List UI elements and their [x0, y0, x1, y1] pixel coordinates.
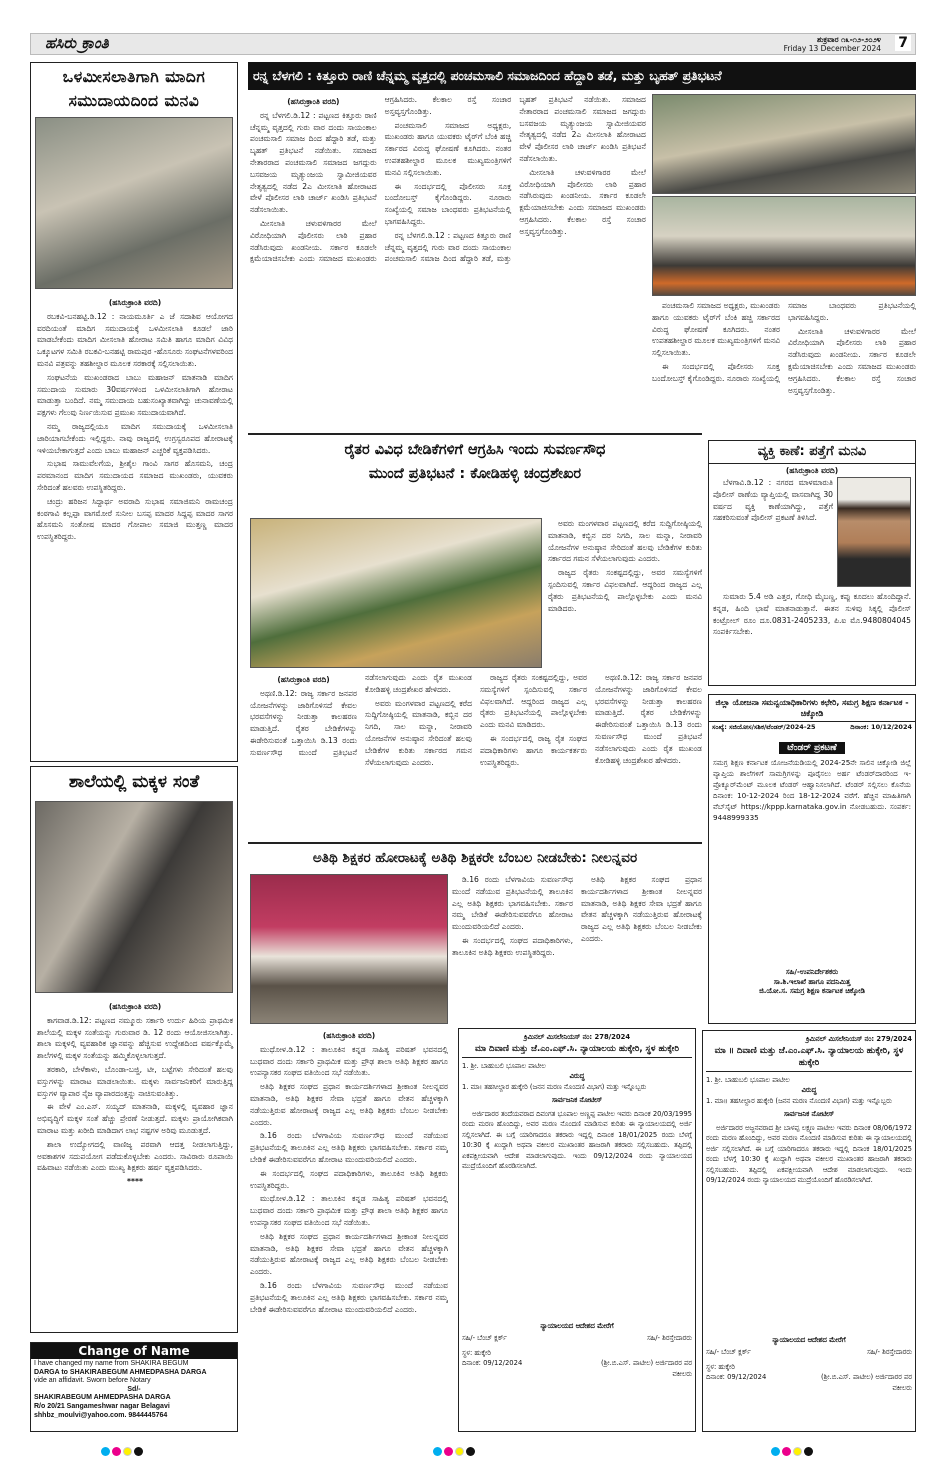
cyan-dot	[101, 1447, 110, 1456]
paragraph: ಸುಭಾಷ ಸಾಮುವೆಲಗೆಯ, ಶ್ರೀಶೈಲ ಗಾಂವಿ ಸಾಗರ ಹೊಸಮನಿ, ಚಂದ್ರ ಪರಮಾನಂದ ಮಾದಿಗ ಸಮುದಾಯದ ಸಮಾಜದ ಮುಖಂಡರು, ಯುವಕರು ಸೇರಿದಂತೆ ಹಲವರು ಉಪಸ್ಥಿತರಿದ್ದರು.	[37, 459, 233, 492]
advocate: (ಶ್ರೀ.ಬಿ.ಎಸ್. ಪಾಟೀಲ) ಅರ್ಜಿದಾರರ ಪರ ವಕೀಲರು	[820, 1373, 912, 1392]
paragraph: ಅತಿಥಿ ಶಿಕ್ಷಕರ ಸಂಘದ ಪ್ರಧಾನ ಕಾರ್ಯದರ್ಶಿಗಳಾದ ಶ್ರೀಕಾಂತ ನೀಲನ್ನವರ ಮಾತನಾಡಿ, ಅತಿಥಿ ಶಿಕ್ಷಕರ ಸೇವಾ ಭದ್ರತೆ ಹಾಗೂ ವೇತನ ಹೆಚ್ಚಳಕ್ಕಾಗಿ ನಡೆಯುತ್ತಿರುವ ಹೋರಾಟಕ್ಕೆ ರಾಜ್ಯದ ಎಲ್ಲ ಅತಿಥಿ ಶಿಕ್ಷಕರು ಬೆಂಬಲ ನೀಡಬೇಕು ಎಂದರು.	[250, 1082, 448, 1127]
notice-body: ಅರ್ಜಿದಾರರ ಅಜ್ಜನವರಾದ ಶ್ರೀ ಬಾಳಪ್ಪ ಲಕ್ಷ್ಮಣ ಪಾಟೀಲ ಇವರು ದಿನಾಂಕ 08/06/1972 ರಂದು ಮರಣ ಹೊಂದಿದ್ದು, ಅವರ ಮರಣ ನೊಂದಣಿ ಮಾಡಿಸುವ ಕುರಿತು ಈ ನ್ಯಾಯಾಲಯದಲ್ಲಿ ಅರ್ಜಿ ಸಲ್ಲಿಸಲಾಗಿದೆ. ಈ ಬಗ್ಗೆ ಯಾರಿಗಾದರೂ ತಕರಾರು ಇದ್ದಲ್ಲಿ ದಿನಾಂಕ 18/01/2025 ರಂದು ಬೆಳಗ್ಗೆ 10:30 ಕ್ಕೆ ಖುದ್ದಾಗಿ ಅಥವಾ ವಕೀಲರ ಮುಖಾಂತರ ಹಾಜರಾಗಿ ತಕರಾರು ಸಲ್ಲಿಸಬಹುದು. ತಪ್ಪಿದಲ್ಲಿ ಏಕಪಕ್ಷೀಯವಾಗಿ ಆದೇಶ ಮಾಡಲಾಗುವುದು. ಇಂದು 09/12/2024 ರಂದು ನ್ಯಾಯಾಲಯದ ಮುದ್ರೆಯೊಂದಿಗೆ ಹೊರಡಿಸಲಾಗಿದೆ.	[706, 1123, 912, 1184]
left-story2-photo	[35, 801, 233, 993]
sign-right: ಸಹಿ/- ಶಿರಸ್ತೇದಾರರು	[866, 1348, 912, 1356]
paragraph: ಶಾಲಾ ಉದ್ಯೋಗದಲ್ಲಿ ವಾಣಿಜ್ಯ ಪರವಾಗಿ ಆದತ್ತ ನೀಡಲಾಗುತ್ತಿದ್ದು, ಅವಕಾಶಗಳ ಸದುಪಯೋಗ ಪಡೆದುಕೊಳ್ಳಬೇಕು ಎಂದರು. ಸಾವಿರಾರು ರೂಪಾಯಿ ವಹಿವಾಟು ನಡೆಯಿತು ಎಂದು ಮುಖ್ಯ ಶಿಕ್ಷಕರು ಹರ್ಷ ವ್ಯಕ್ತಪಡಿಸಿದರು.	[37, 1139, 233, 1173]
sign-line: ಸಾ.ಶಿ.ಇಲಾಖೆ ಹಾಗೂ ಪದನಿಮಿತ್ತ	[773, 977, 851, 986]
missing-headline: ವ್ಯಕ್ತಿ ಕಾಣೆ: ಪತ್ತೆಗೆ ಮನವಿ	[709, 441, 915, 464]
paragraph: ರನ್ನ ಬೆಳಗಲಿ.ಡಿ.12 : ಪಟ್ಟಣದ ಕಿತ್ತೂರು ರಾಣಿ ಚೆನ್ನಮ್ಮ ವೃತ್ತದಲ್ಲಿ ಗುರು ವಾರ ದಂದು ಸಾಯಂಕಾಲ ಪಂಚಮಸಾಲಿ ಸಮಾಜ ದಿಂದ ಹೆದ್ದಾರಿ ತಡೆ, ಮತ್ತು ಬೃಹತ್ ಪ್ರತಿಭಟನೆ ನಡೆಯಿತು. ಸಮಾಜದ ನೇತಾರರಾದ ಪಂಚಮಸಾಲಿ ಸಮಾಜದ ಜಗದ್ಗುರು ಬಸವಜಯ ಮೃತ್ಯುಂಜಯ ಸ್ವಾಮೀಜಿಯವರ ನೇತೃತ್ವದಲ್ಲಿ ನಡೆದ 2ಎ ಮೀಸಲಾತಿ ಹೋರಾಟದ ವೇಳೆ ಪೊಲೀಸರ ಲಾಠಿ ಚಾರ್ಜ್ ಖಂಡಿಸಿ ಪ್ರತಿಭಟನೆ ನಡೆಸಲಾಯಿತು.	[250, 110, 377, 215]
byline: (ಹಸಿರುಕ್ರಾಂತಿ ವರದಿ)	[108, 1002, 162, 1011]
byline: (ಹಸಿರುಕ್ರಾಂತಿ ವರದಿ)	[322, 1031, 376, 1040]
guest-teacher-photo	[250, 874, 448, 1024]
left-story-box	[30, 62, 238, 762]
guest-teacher-body	[250, 1028, 448, 1432]
paragraph: ಈ ಸಂದರ್ಭದಲ್ಲಿ ಪೊಲೀಸರು ಸೂಕ್ತ ಬಂದೋಬಸ್ತ್ ಕೈಗೊಂಡಿದ್ದರು. ನೂರಾರು ಸಂಖ್ಯೆಯಲ್ಲಿ ಸಮಾಜ ಬಾಂಧವರು ಪ್ರತಿಭಟನೆಯಲ್ಲಿ ಭಾಗವಹಿಸಿದ್ದರು.	[384, 181, 512, 226]
byline: (ಹಸಿರುಕ್ರಾಂತಿ ವರದಿ)	[108, 298, 162, 307]
line: SHAKIRABEGUM AHMEDPASHA DARGA	[34, 1394, 171, 1402]
legal-notice-1	[458, 1028, 696, 1432]
tender-title: ಟೆಂಡರ್ ಪ್ರಕಟಣೆ	[779, 742, 844, 754]
paragraph: ಅಥಣಿ.ಡಿ.12: ರಾಜ್ಯ ಸರ್ಕಾರ ಜನಪರ ಯೋಜನೆಗಳನ್ನು ಜಾರಿಗೊಳಿಸದೆ ಕೇವಲ ಭರವಸೆಗಳನ್ನು ನೀಡುತ್ತಾ ಕಾಲಹರಣ ಮಾಡುತ್ತಿದೆ. ರೈತರ ಬೇಡಿಕೆಗಳನ್ನು ಈಡೇರಿಸುವಂತೆ ಒತ್ತಾಯಿಸಿ ಡಿ.13 ರಂದು ಸುವರ್ಣಸೌಧ ಮುಂದೆ ಪ್ರತಿಭಟನೆ ನಡೆಸಲಾಗುವುದು ಎಂದು ರೈತ ಮುಖಂಡ ಕೋಡಿಹಳ್ಳಿ ಚಂದ್ರಶೇಖರ ಹೇಳಿದರು.	[595, 673, 702, 765]
paragraph: ಬೆಳಗಾವಿ.ಡಿ.12 : ನಗರದ ಮಾಳಮಾರುತಿ ಪೊಲೀಸ್ ಠಾಣೆಯ ವ್ಯಾಪ್ತಿಯಲ್ಲಿ ವಾಸವಾಗಿದ್ದ 30 ವರ್ಷದ ವ್ಯಕ್ತಿ ಕಾಣೆಯಾಗಿದ್ದು, ಪತ್ತೆಗೆ ಸಹಕರಿಸುವಂತೆ ಪೊಲೀಸ್ ಪ್ರಕಟಣೆ ತಿಳಿಸಿದೆ.	[713, 478, 833, 523]
guest-teacher-headline: ಅತಿಥಿ ಶಿಕ್ಷಕರ ಹೋರಾಟಕ್ಕೆ ಅತಿಥಿ ಶಿಕ್ಷಕರೇ ಬೆಂಬಲ ನೀಡಬೇಕು: ನೀಲನ್ನವರ	[312, 850, 638, 866]
versus: ವಿರುದ್ಧ	[569, 1072, 585, 1080]
paragraph: ಅವರು ಮಂಗಳವಾರ ಪಟ್ಟಣದಲ್ಲಿ ಕರೆದ ಸುದ್ದಿಗೋಷ್ಠಿಯಲ್ಲಿ ಮಾತನಾಡಿ, ಕಬ್ಬಿನ ದರ ನಿಗದಿ, ಸಾಲ ಮನ್ನಾ, ನೀರಾವರಿ ಯೋಜನೆಗಳ ಅನುಷ್ಠಾನ ಸೇರಿದಂತೆ ಹಲವು ಬೇಡಿಕೆಗಳ ಕುರಿತು ಸರ್ಕಾರದ ಗಮನ ಸೆಳೆಯಲಾಗುವುದು ಎಂದರು.	[365, 698, 472, 767]
party: 1. ಶ್ರೀ. ಬಾಹುಬಲಿ ಭೂಪಾಲ ಪಾಟೀಲ	[462, 1061, 546, 1070]
change-of-name-box	[30, 1342, 238, 1432]
paragraph: ಡಿ.16 ರಂದು ಬೆಳಗಾವಿಯ ಸುವರ್ಣಸೌಧ ಮುಂದೆ ನಡೆಯುವ ಪ್ರತಿಭಟನೆಯಲ್ಲಿ ತಾಲೂಕಿನ ಎಲ್ಲ ಅತಿಥಿ ಶಿಕ್ಷಕರು ಭಾಗವಹಿಸಬೇಕು. ಸರ್ಕಾರ ನಮ್ಮ ಬೇಡಿಕೆ ಈಡೇರಿಸುವವರೆಗೂ ಹೋರಾಟ ಮುಂದುವರಿಯಲಿದೆ ಎಂದರು.	[250, 1280, 448, 1314]
farmers-headline	[248, 438, 702, 486]
line: shhbz_moulvi@yahoo.com. 9844445764	[34, 1411, 168, 1419]
date-en: Friday 13 December 2024	[783, 44, 881, 53]
missing-person-photo	[837, 477, 911, 587]
tender-box	[708, 694, 916, 1024]
paragraph: ಡಿ.16 ರಂದು ಬೆಳಗಾವಿಯ ಸುವರ್ಣಸೌಧ ಮುಂದೆ ನಡೆಯುವ ಪ್ರತಿಭಟನೆಯಲ್ಲಿ ತಾಲೂಕಿನ ಎಲ್ಲ ಅತಿಥಿ ಶಿಕ್ಷಕರು ಭಾಗವಹಿಸಬೇಕು. ಸರ್ಕಾರ ನಮ್ಮ ಬೇಡಿಕೆ ಈಡೇರಿಸುವವರೆಗೂ ಹೋರಾಟ ಮುಂದುವರಿಯಲಿದೆ ಎಂದರು.	[452, 875, 573, 932]
sign-left: ಸಹಿ/- ಬೆಂಚ್ ಕ್ಲರ್ಕ್	[462, 1334, 507, 1342]
line: I have changed my name from SHAKIRA BEGUM	[34, 1360, 189, 1367]
paragraph: ಮೀಸಲಾತಿ ಚಳುವಳಿಗಾರರ ಮೇಲೆ ವಿರೋಧಿಯಾಗಿ ಪೊಲೀಸರು ಲಾಠಿ ಪ್ರಹಾರ ನಡೆಸಿರುವುದು ಖಂಡನೀಯ. ಸರ್ಕಾರ ಕೂಡಲೇ ಕ್ಷಮೆಯಾಚಿಸಬೇಕು ಎಂದು ಸಮಾಜದ ಮುಖಂಡರು ಆಗ್ರಹಿಸಿದರು. ಕೆಲಕಾಲ ರಸ್ತೆ ಸಂಚಾರ ಅಸ್ತವ್ಯಸ್ತಗೊಂಡಿತ್ತು.	[250, 95, 512, 264]
registration-marks-left	[100, 1441, 144, 1460]
date-row	[462, 1358, 692, 1379]
notice-title: ಸಾರ್ವಜನಿಕ ನೋಟೀಸ್	[783, 1110, 835, 1118]
versus: ವಿರುದ್ಧ	[801, 1086, 817, 1094]
by-order: ನ್ಯಾಯಾಲಯದ ಆದೇಶದ ಮೇರೆಗೆ	[772, 1335, 846, 1344]
magenta-dot	[782, 1447, 791, 1456]
cyan-dot	[771, 1447, 780, 1456]
tender-ref: ಸಂಖ್ಯೆ: ಸಜಿಯೋಸ/ಸಶಿಕ/ಟೆಂಡರ್/2024-25	[712, 723, 816, 731]
court-name: ಮಾ ॥ ದಿವಾಣಿ ಮತ್ತು ಜೆ.ಎಂ.ಎಫ್.ಸಿ. ನ್ಯಾಯಾಲಯ ಹುಕ್ಕೇರಿ, ಸ್ಥಳ ಹುಕ್ಕೇರಿ	[706, 1045, 912, 1072]
sign-right: ಸಹಿ/- ಶಿರಸ್ತೇದಾರರು	[646, 1334, 692, 1342]
paragraph: ಸುಮಾರು 5.4 ಅಡಿ ಎತ್ತರ, ಗೋಧಿ ಮೈಬಣ್ಣ, ಕಪ್ಪು ಕೂದಲು ಹೊಂದಿದ್ದಾನೆ. ಕನ್ನಡ, ಹಿಂದಿ ಭಾಷೆ ಮಾತನಾಡುತ್ತಾನೆ. ಈತನ ಸುಳಿವು ಸಿಕ್ಕಲ್ಲಿ ಪೊಲೀಸ್ ಕಂಟ್ರೋಲ್ ರೂಂ ದೂ.0831-2405233, ಪಿ.ಐ ಮೊ.9480804045 ಸಂಪರ್ಕಿಸಬೇಕು.	[713, 592, 911, 637]
sign-line: ಸಹಿ/-ಉಪನಿರ್ದೇಶಕರು	[785, 968, 839, 976]
line: DARGA to SHAKIRABEGUM AHMEDPASHA DARGA	[34, 1368, 207, 1376]
top-banner-headline: ರನ್ನ ಬೆಳಗಲಿ : ಕಿತ್ತೂರು ರಾಣಿ ಚೆನ್ನಮ್ಮ ವೃತ್ತದಲ್ಲಿ ಪಂಚಮಸಾಲಿ ಸಮಾಜದಿಂದ ಹೆದ್ದಾರಿ ತಡೆ, ಮತ್ತು ಬೃಹತ್ ಪ್ರತಿಭಟನೆ	[248, 62, 916, 90]
paragraph: ಮುಧೋಳ.ಡಿ.12 : ತಾಲೂಕಿನ ಕನ್ನಡ ಸಾಹಿತ್ಯ ಪರಿಷತ್ ಭವನದಲ್ಲಿ ಬುಧವಾರ ದಂದು ಸರ್ಕಾರಿ ಪ್ರಾಥಮಿಕ ಮತ್ತು ಪ್ರೌಢ ಶಾಲಾ ಅತಿಥಿ ಶಿಕ್ಷಕರ ಹಾಗೂ ಉಪನ್ಯಾಸಕರ ಸಂಘದ ವತಿಯಿಂದ ಸಭೆ ನಡೆಯಿತು.	[250, 1044, 448, 1078]
paragraph: ಈ ವೇಳೆ ಎಂ.ಎಸ್. ಸಯ್ಯದ್ ಮಾತನಾಡಿ, ಮಕ್ಕಳಲ್ಲಿ ವ್ಯವಹಾರ ಜ್ಞಾನ ಅಭಿವೃದ್ಧಿಗೆ ಮಕ್ಕಳ ಸಂತೆ ಹೆಚ್ಚು ಪ್ರೇರಣೆ ನೀಡುತ್ತದೆ. ಮಕ್ಕಳು ಪ್ರಾಯೋಗಿಕವಾಗಿ ಮಾರಾಟ ಮತ್ತು ಖರೀದಿ ಮಾಡಿದಾಗ ಲಾಭ ನಷ್ಟಗಳ ಅರಿವು ಮೂಡುತ್ತದೆ.	[37, 1102, 233, 1135]
paragraph: ಈ ಸಂದರ್ಭದಲ್ಲಿ ಸಂಘದ ಪದಾಧಿಕಾರಿಗಳು, ತಾಲೂಕಿನ ಅತಿಥಿ ಶಿಕ್ಷಕರು ಉಪಸ್ಥಿತರಿದ್ದರು.	[250, 1168, 448, 1190]
party: 1. ಮಾ॥ ತಹಸೀಲ್ದಾರ ಹುಕ್ಕೇರಿ (ಜನನ ಮರಣ ನೊಂದಣಿ ವಿಭಾಗ) ಮತ್ತು ಇನ್ನೊಬ್ಬರು	[706, 1096, 892, 1105]
place: ಸ್ಥಳ: ಹುಕ್ಕೇರಿ	[706, 1362, 735, 1371]
yellow-dot	[793, 1447, 802, 1456]
tender-head: ಜಿಲ್ಲಾ ಯೋಜನಾ ಸಮನ್ವಯಾಧಿಕಾರಿಗಳು ಕಛೇರಿ, ಸಮಗ್ರ ಶಿಕ್ಷಣ ಕರ್ನಾಟಕ - ಚಿಕ್ಕೋಡಿ	[709, 695, 915, 722]
cyan-dot	[433, 1447, 442, 1456]
paragraph: ಮೀಸಲಾತಿ ಚಳುವಳಿಗಾರರ ಮೇಲೆ ವಿರೋಧಿಯಾಗಿ ಪೊಲೀಸರು ಲಾಠಿ ಪ್ರಹಾರ ನಡೆಸಿರುವುದು ಖಂಡನೀಯ. ಸರ್ಕಾರ ಕೂಡಲೇ ಕ್ಷಮೆಯಾಚಿಸಬೇಕು ಎಂದು ಸಮಾಜದ ಮುಖಂಡರು ಆಗ್ರಹಿಸಿದರು. ಕೆಲಕಾಲ ರಸ್ತೆ ಸಂಚಾರ ಅಸ್ತವ್ಯಸ್ತಗೊಂಡಿತ್ತು.	[788, 326, 916, 395]
paragraph: ರಾಜ್ಯದ ರೈತರು ಸಂಕಷ್ಟದಲ್ಲಿದ್ದು, ಅವರ ಸಮಸ್ಯೆಗಳಿಗೆ ಸ್ಪಂದಿಸುವಲ್ಲಿ ಸರ್ಕಾರ ವಿಫಲವಾಗಿದೆ. ಆದ್ದರಿಂದ ರಾಜ್ಯದ ಎಲ್ಲ ರೈತರು ಪ್ರತಿಭಟನೆಯಲ್ಲಿ ಪಾಲ್ಗೊಳ್ಳಬೇಕು ಎಂದು ಮನವಿ ಮಾಡಿದರು.	[480, 673, 587, 730]
yellow-dot	[123, 1447, 132, 1456]
divider	[248, 433, 702, 435]
top-banner-photo-2	[652, 196, 916, 296]
yellow-dot	[455, 1447, 464, 1456]
date: ದಿನಾಂಕ: 09/12/2024	[462, 1359, 523, 1367]
sign-line: ಜಿ.ಯೋ.ಸ. ಸಮಗ್ರ ಶಿಕ್ಷಣ ಕರ್ನಾಟಕ ಚಿಕ್ಕೋಡಿ	[759, 987, 865, 995]
paragraph: ಅಥಣಿ.ಡಿ.12: ರಾಜ್ಯ ಸರ್ಕಾರ ಜನಪರ ಯೋಜನೆಗಳನ್ನು ಜಾರಿಗೊಳಿಸದೆ ಕೇವಲ ಭರವಸೆಗಳನ್ನು ನೀಡುತ್ತಾ ಕಾಲಹರಣ ಮಾಡುತ್ತಿದೆ. ರೈತರ ಬೇಡಿಕೆಗಳನ್ನು ಈಡೇರಿಸುವಂತೆ ಒತ್ತಾಯಿಸಿ ಡಿ.13 ರಂದು ಸುವರ್ಣಸೌಧ ಮುಂದೆ ಪ್ರತಿಭಟನೆ ನಡೆಸಲಾಗುವುದು ಎಂದು ರೈತ ಮುಖಂಡ ಕೋಡಿಹಳ್ಳಿ ಚಂದ್ರಶೇಖರ ಹೇಳಿದರು.	[250, 673, 472, 757]
legal-notice-2	[702, 1030, 916, 1432]
notice-title: ಸಾರ್ವಜನಿಕ ನೋಟೀಸ್	[551, 1096, 603, 1104]
left-story-body	[37, 295, 233, 545]
change-of-name-body	[31, 1359, 237, 1421]
paragraph: ಈ ಸಂದರ್ಭದಲ್ಲಿ ರಾಜ್ಯ ರೈತ ಸಂಘದ ಪದಾಧಿಕಾರಿಗಳು ಹಾಗೂ ಕಾರ್ಯಕರ್ತರು ಉಪಸ್ಥಿತರಿದ್ದರು.	[480, 733, 587, 767]
masthead	[30, 33, 916, 55]
line: R/o 20/21 Sangameshwar nagar Belagavi	[34, 1402, 170, 1410]
case-number: ಕ್ರಿಮಿನಲ್ ಮಿಸಲೇನಿಯಸ್ ನಂ: 278/2024	[523, 1033, 631, 1041]
top-banner-body-2	[652, 300, 916, 430]
left-story-headline	[31, 63, 237, 113]
top-banner-photo-1	[652, 94, 916, 194]
sign-left: ಸಹಿ/- ಬೆಂಚ್ ಕ್ಲರ್ಕ್	[706, 1348, 751, 1356]
notice-body: ಅರ್ಜಿದಾರರ ತಂದೆಯವರಾದ ದಿವಂಗತ ಭೂಪಾಲ ಅಣ್ಣಪ್ಪ ಪಾಟೀಲ ಇವರು ದಿನಾಂಕ 20/03/1995 ರಂದು ಮರಣ ಹೊಂದಿದ್ದು, ಅವರ ಮರಣ ನೊಂದಣಿ ಮಾಡಿಸುವ ಕುರಿತು ಈ ನ್ಯಾಯಾಲಯದಲ್ಲಿ ಅರ್ಜಿ ಸಲ್ಲಿಸಲಾಗಿದೆ. ಈ ಬಗ್ಗೆ ಯಾರಿಗಾದರೂ ತಕರಾರು ಇದ್ದಲ್ಲಿ ದಿನಾಂಕ 18/01/2025 ರಂದು ಬೆಳಗ್ಗೆ 10:30 ಕ್ಕೆ ಖುದ್ದಾಗಿ ಅಥವಾ ವಕೀಲರ ಮುಖಾಂತರ ಹಾಜರಾಗಿ ತಕರಾರು ಸಲ್ಲಿಸಬಹುದು. ತಪ್ಪಿದಲ್ಲಿ ಏಕಪಕ್ಷೀಯವಾಗಿ ಆದೇಶ ಮಾಡಲಾಗುವುದು. ಇಂದು 09/12/2024 ರಂದು ನ್ಯಾಯಾಲಯದ ಮುದ್ರೆಯೊಂದಿಗೆ ಹೊರಡಿಸಲಾಗಿದೆ.	[462, 1109, 692, 1170]
headline-line2: ಸಮುದಾಯದಿಂದ ಮನವಿ	[68, 92, 200, 110]
byline: (ಹಸಿರುಕ್ರಾಂತಿ ವರದಿ)	[277, 675, 330, 684]
paragraph: ಡಿ.16 ರಂದು ಬೆಳಗಾವಿಯ ಸುವರ್ಣಸೌಧ ಮುಂದೆ ನಡೆಯುವ ಪ್ರತಿಭಟನೆಯಲ್ಲಿ ತಾಲೂಕಿನ ಎಲ್ಲ ಅತಿಥಿ ಶಿಕ್ಷಕರು ಭಾಗವಹಿಸಬೇಕು. ಸರ್ಕಾರ ನಮ್ಮ ಬೇಡಿಕೆ ಈಡೇರಿಸುವವರೆಗೂ ಹೋರಾಟ ಮುಂದುವರಿಯಲಿದೆ ಎಂದರು.	[250, 1131, 448, 1164]
black-dot	[804, 1447, 813, 1456]
tender-ref-row	[709, 722, 915, 733]
paragraph: ಈ ಸಂದರ್ಭದಲ್ಲಿ ಸಂಘದ ಪದಾಧಿಕಾರಿಗಳು, ತಾಲೂಕಿನ ಅತಿಥಿ ಶಿಕ್ಷಕರು ಉಪಸ್ಥಿತರಿದ್ದರು.	[452, 935, 573, 957]
paragraph: ರನ್ನ ಬೆಳಗಲಿ.ಡಿ.12 : ಪಟ್ಟಣದ ಕಿತ್ತೂರು ರಾಣಿ ಚೆನ್ನಮ್ಮ ವೃತ್ತದಲ್ಲಿ ಗುರು ವಾರ ದಂದು ಸಾಯಂಕಾಲ ಪಂಚಮಸಾಲಿ ಸಮಾಜ ದಿಂದ ಹೆದ್ದಾರಿ ತಡೆ, ಮತ್ತು ಬೃಹತ್ ಪ್ರತಿಭಟನೆ ನಡೆಯಿತು. ಸಮಾಜದ ನೇತಾರರಾದ ಪಂಚಮಸಾಲಿ ಸಮಾಜದ ಜಗದ್ಗುರು ಬಸವಜಯ ಮೃತ್ಯುಂಜಯ ಸ್ವಾಮೀಜಿಯವರ ನೇತೃತ್ವದಲ್ಲಿ ನಡೆದ 2ಎ ಮೀಸಲಾತಿ ಹೋರಾಟದ ವೇಳೆ ಪೊಲೀಸರ ಲಾಠಿ ಚಾರ್ಜ್ ಖಂಡಿಸಿ ಪ್ರತಿಭಟನೆ ನಡೆಸಲಾಯಿತು.	[384, 95, 646, 264]
left-story2-headline: ಶಾಲೆಯಲ್ಲಿ ಮಕ್ಕಳ ಸಂತೆ	[68, 772, 200, 792]
paragraph: ನಮ್ಮ ರಾಜ್ಯದಲ್ಲಿಯೂ ಮಾದಿಗ ಸಮುದಾಯಕ್ಕೆ ಒಳಮೀಸಲಾತಿ ಜಾರಿಯಾಗಬೇಕೆಂದು ಇಲ್ಲಿದ್ದರು. ನಾವು ರಾಜ್ಯದಲ್ಲಿ ಉಗ್ರಸ್ವರೂಪದ ಹೋರಾಟಕ್ಕೆ ಇಳಿಯಬೇಕಾಗುತ್ತದೆ ಎಂದು ಬಾಬು ಮಹಾಜನ್ ಎಚ್ಚರಿಕೆ ವ್ಯಕ್ತಪಡಿಸಿದರು.	[37, 421, 233, 455]
black-dot	[134, 1447, 143, 1456]
sign-row	[462, 1333, 692, 1344]
paragraph: ಸಂಘಟನೆಯ ಮುಖಂಡರಾದ ಬಾಬು ಮಹಾಜನ್ ಮಾತನಾಡಿ ಮಾದಿಗ ಸಮುದಾಯ ಸುಮಾರು 30ವರ್ಷಗಳಿಂದ ಒಳಮೀಸಲಾತಿಗಾಗಿ ಹೋರಾಟ ಮಾಡುತ್ತಾ ಬಂದಿದೆ. ನಮ್ಮ ಸಮುದಾಯ ಬಹುಸಂಖ್ಯಾತವಾಗಿದ್ದು ಚುನಾವಣೆಯಲ್ಲಿ ಪಕ್ಷಗಳು ಗೆಲುವು ನಿರ್ಣಯಿಸುವ ಪ್ರಮುಖ ಸಮುದಾಯವಾಗಿದೆ.	[37, 372, 233, 418]
paragraph: ಚಂದ್ರು ಹರಿಜನ ಸಿದ್ದಾರ್ಥ ಅವರಾದಿ ಸುಭಾಷ ಸಮಾಜಿಮನಿ ರಾಮಚಂದ್ರ ಕಂಠಗಾವಿ ಕಲ್ಲಪ್ಪಾ ವಾಗಮೋರೆ ಸುನೀಲ ಬಸಪ್ಪ ಮಾದರ ಸಿದ್ದಪ್ಪ ಮಾದರ ಸಾಗರ ಹೊಸಮನಿ ಸಂತೋಷ ಮಾದರ ಗೋಪಾಲ ಸಮಾಜಿ ಮುತ್ತಣ್ಣ ಮಾದರ ಉಪಸ್ಥಿತರಿದ್ದರು.	[37, 496, 233, 542]
court-name: ಮಾ ದಿವಾಣಿ ಮತ್ತು ಜೆ.ಎಂ.ಎಫ್.ಸಿ. ನ್ಯಾಯಾಲಯ ಹುಕ್ಕೇರಿ, ಸ್ಥಳ ಹುಕ್ಕೇರಿ	[462, 1043, 692, 1058]
sign-row	[706, 1347, 912, 1358]
tender-date: ದಿನಾಂಕ: 10/12/2024	[850, 723, 912, 731]
paragraph: ಅತಿಥಿ ಶಿಕ್ಷಕರ ಸಂಘದ ಪ್ರಧಾನ ಕಾರ್ಯದರ್ಶಿಗಳಾದ ಶ್ರೀಕಾಂತ ನೀಲನ್ನವರ ಮಾತನಾಡಿ, ಅತಿಥಿ ಶಿಕ್ಷಕರ ಸೇವಾ ಭದ್ರತೆ ಹಾಗೂ ವೇತನ ಹೆಚ್ಚಳಕ್ಕಾಗಿ ನಡೆಯುತ್ತಿರುವ ಹೋರಾಟಕ್ಕೆ ರಾಜ್ಯದ ಎಲ್ಲ ಅತಿಥಿ ಶಿಕ್ಷಕರು ಬೆಂಬಲ ನೀಡಬೇಕು ಎಂದರು.	[250, 1231, 448, 1277]
party: 1. ಶ್ರೀ. ಬಾಹುಬಲಿ ಭೂಪಾಲ ಪಾಟೀಲ	[706, 1075, 790, 1084]
paragraph: ಮೀಸಲಾತಿ ಚಳುವಳಿಗಾರರ ಮೇಲೆ ವಿರೋಧಿಯಾಗಿ ಪೊಲೀಸರು ಲಾಠಿ ಪ್ರಹಾರ ನಡೆಸಿರುವುದು ಖಂಡನೀಯ. ಸರ್ಕಾರ ಕೂಡಲೇ ಕ್ಷಮೆಯಾಚಿಸಬೇಕು ಎಂದು ಸಮಾಜದ ಮುಖಂಡರು ಆಗ್ರಹಿಸಿದರು. ಕೆಲಕಾಲ ರಸ್ತೆ ಸಂಚಾರ ಅಸ್ತವ್ಯಸ್ತಗೊಂಡಿತ್ತು.	[519, 167, 646, 236]
left-story2-box	[30, 766, 238, 1333]
registration-marks-center	[432, 1441, 476, 1460]
change-of-name-title: Change of Name	[31, 1343, 237, 1359]
paragraph: ಅತಿಥಿ ಶಿಕ್ಷಕರ ಸಂಘದ ಪ್ರಧಾನ ಕಾರ್ಯದರ್ಶಿಗಳಾದ ಶ್ರೀಕಾಂತ ನೀಲನ್ನವರ ಮಾತನಾಡಿ, ಅತಿಥಿ ಶಿಕ್ಷಕರ ಸೇವಾ ಭದ್ರತೆ ಹಾಗೂ ವೇತನ ಹೆಚ್ಚಳಕ್ಕಾಗಿ ನಡೆಯುತ್ತಿರುವ ಹೋರಾಟಕ್ಕೆ ರಾಜ್ಯದ ಎಲ್ಲ ಅತಿಥಿ ಶಿಕ್ಷಕರು ಬೆಂಬಲ ನೀಡಬೇಕು ಎಂದರು.	[581, 875, 702, 943]
paragraph: ತರಕಾರಿ, ಬೇಳೆಕಾಳು, ಬೊಂಡಾ-ಬಜ್ಜಿ, ಟೀ, ಬಟ್ಟೆಗಳು ಸೇರಿದಂತೆ ಹಲವು ವಸ್ತುಗಳನ್ನು ಮಾರಾಟ ಮಾಡಲಾಯಿತು. ಮಕ್ಕಳು ಸಾರ್ವಜನಿಕರಿಗೆ ಮಾರುತ್ತಿದ್ದ ವಸ್ತುಗಳ ವ್ಯಾಪಾರ ನೈಜ ವ್ಯಾಪಾರದಂತ್ತನ್ನು ನಾಚಿಸುವಂತಿತ್ತು.	[37, 1064, 233, 1098]
black-dot	[466, 1447, 475, 1456]
line: vide an affidavit. Sworn before Notary	[34, 1377, 151, 1385]
headline-line1: ರೈತರ ವಿವಿಧ ಬೇಡಿಕೆಗಳಿಗೆ ಆಗ್ರಹಿಸಿ ಇಂದು ಸುವರ್ಣಸೌಧ	[344, 442, 606, 458]
top-banner-body	[250, 94, 646, 429]
paragraph: ಪಂಚಮಸಾಲಿ ಸಮಾಜದ ಅಧ್ಯಕ್ಷರು, ಮುಖಂಡರು ಹಾಗೂ ಯುವಕರು ಟೈರ್‌ಗೆ ಬೆಂಕಿ ಹಚ್ಚಿ ಸರ್ಕಾರದ ವಿರುದ್ಧ ಘೋಷಣೆ ಕೂಗಿದರು. ನಂತರ ಉಪತಹಶೀಲ್ದಾರ ಮೂಲಕ ಮುಖ್ಯಮಂತ್ರಿಗಳಿಗೆ ಮನವಿ ಸಲ್ಲಿಸಲಾಯಿತು.	[652, 301, 780, 358]
end-mark: ****	[127, 1177, 143, 1187]
tender-sign	[709, 968, 915, 997]
magenta-dot	[112, 1447, 121, 1456]
case-number: ಕ್ರಿಮಿನಲ್ ಮಿಸಲೇನಿಯಸ್ ನಂ: 279/2024	[805, 1035, 912, 1043]
left-story-photo	[35, 117, 233, 289]
missing-person-box	[708, 440, 916, 686]
paragraph: ಕಾಗವಾಡ.ಡಿ.12: ಪಟ್ಟಣದ ನಮ್ಮೂರು ಸರ್ಕಾರಿ ಉರ್ದು ಹಿರಿಯ ಪ್ರಾಥಮಿಕ ಶಾಲೆಯಲ್ಲಿ ಮಕ್ಕಳ ಸಂತೆಯನ್ನು ಗುರುವಾರ ಡಿ. 12 ರಂದು ಆಯೋಜಿಸಲಾಗಿತ್ತು. ಶಾಲಾ ಮಕ್ಕಳಲ್ಲಿ ವ್ಯವಹಾರಿಕ ಜ್ಞಾನವನ್ನು ಹೆಚ್ಚಿಸುವ ಉದ್ದೇಶದಿಂದ ವರ್ಷಕ್ಕೊಮ್ಮೆ ಶಾಲೆಗಳಲ್ಲಿ ಮಕ್ಕಳ ಸಂತೆಯನ್ನು ಹಮ್ಮಿಕೊಳ್ಳಲಾಗುತ್ತದೆ.	[37, 1015, 233, 1061]
farmers-photo	[250, 518, 542, 668]
page-number: 7	[895, 35, 911, 51]
date-row	[706, 1372, 912, 1393]
by-order: ನ್ಯಾಯಾಲಯದ ಆದೇಶದ ಮೇರೆಗೆ	[540, 1321, 614, 1330]
date: ದಿನಾಂಕ: 09/12/2024	[706, 1373, 767, 1381]
divider	[248, 842, 702, 844]
tender-body: ಸಮಗ್ರ ಶಿಕ್ಷಣ ಕರ್ನಾಟಕ ಯೋಜನೆಯಡಿಯಲ್ಲಿ 2024-25ನೇ ಸಾಲಿನ ಚಿಕ್ಕೋಡಿ ಜಿಲ್ಲೆ ವ್ಯಾಪ್ತಿಯ ಶಾಲೆಗಳಿಗೆ ಸಾಮಗ್ರಿಗಳನ್ನು ಪೂರೈಸಲು ಅರ್ಹ ಟೆಂಡರ್‌ದಾರರಿಂದ ಇ-ಪ್ರೊಕ್ಯೂರ್‌ಮೆಂಟ್ ಮೂಲಕ ಟೆಂಡರ್ ಆಹ್ವಾನಿಸಲಾಗಿದೆ. ಟೆಂಡರ್ ಸಲ್ಲಿಸಲು ಕೊನೆಯ ದಿನಾಂಕ: 10-12-2024 ರಿಂದ 18-12-2024 ವರೆಗೆ. ಹೆಚ್ಚಿನ ಮಾಹಿತಿಗಾಗಿ ವೆಬ್‌ಸೈಟ್ https://kppp.karnataka.gov.in ನೋಡಬಹುದು. ಸಂಪರ್ಕ: 9448999335	[713, 758, 911, 822]
left-story2-body	[37, 999, 233, 1188]
missing-body	[713, 477, 833, 587]
paragraph: ಅವರು ಮಂಗಳವಾರ ಪಟ್ಟಣದಲ್ಲಿ ಕರೆದ ಸುದ್ದಿಗೋಷ್ಠಿಯಲ್ಲಿ ಮಾತನಾಡಿ, ಕಬ್ಬಿನ ದರ ನಿಗದಿ, ಸಾಲ ಮನ್ನಾ, ನೀರಾವರಿ ಯೋಜನೆಗಳ ಅನುಷ್ಠಾನ ಸೇರಿದಂತೆ ಹಲವು ಬೇಡಿಕೆಗಳ ಕುರಿತು ಸರ್ಕಾರದ ಗಮನ ಸೆಳೆಯಲಾಗುವುದು ಎಂದರು.	[548, 519, 702, 564]
tender-title-wrap	[709, 735, 915, 754]
guest-teacher-body-right	[452, 874, 702, 1024]
paragraph: ರಬಕವಿ-ಬನಹಟ್ಟಿ.ಡಿ.12 : ನಾಯಮೂರ್ತಿ ಎ ಜೆ ಸದಾಶಿವ ಆಯೋಗದ ವರದಿಯಂತೆ ಮಾದಿಗ ಸಮುದಾಯಕ್ಕೆ ಒಳಮೀಸಲಾತಿ ಕೂಡಲೆ ಜಾರಿ ಮಾಡಬೇಕೆಂದು ಮಾದಿಗ ಮೀಸಲಾತಿ ಹೋರಾಟ ಸಮಿತಿ ಹಾಗೂ ಮಾದಿಗ ವಿವಿಧ ಒಕ್ಕೂಟಗಳ ಸಮಿತಿ ರಬಕವಿ-ಬನಹಟ್ಟಿ ರಾಮಪುರ -ಹೊಸೂರು ಸಂಘಟನೆಗಳವರಿಂದ ಮನವಿ ಪತ್ರವನ್ನು ತಹಶೀಲ್ದಾರ ಮೂಲಕ ಸರಕಾರಕ್ಕೆ ಸಲ್ಲಿಸಲಾಯಿತು.	[37, 311, 233, 368]
line: Sd/-	[127, 1385, 141, 1393]
advocate: (ಶ್ರೀ.ಬಿ.ಎಸ್. ಪಾಟೀಲ) ಅರ್ಜಿದಾರರ ಪರ ವಕೀಲರು	[600, 1359, 692, 1378]
magenta-dot	[444, 1447, 453, 1456]
headline-line2: ಮುಂದೆ ಪ್ರತಿಭಟನೆ : ಕೋಡಿಹಳ್ಳಿ ಚಂದ್ರಶೇಖರ	[368, 466, 582, 482]
paragraph: ರಾಜ್ಯದ ರೈತರು ಸಂಕಷ್ಟದಲ್ಲಿದ್ದು, ಅವರ ಸಮಸ್ಯೆಗಳಿಗೆ ಸ್ಪಂದಿಸುವಲ್ಲಿ ಸರ್ಕಾರ ವಿಫಲವಾಗಿದೆ. ಆದ್ದರಿಂದ ರಾಜ್ಯದ ಎಲ್ಲ ರೈತರು ಪ್ರತಿಭಟನೆಯಲ್ಲಿ ಪಾಲ್ಗೊಳ್ಳಬೇಕು ಎಂದು ಮನವಿ ಮಾಡಿದರು.	[548, 568, 702, 613]
party: 1. ಮಾ। ತಹಸೀಲ್ದಾರ ಹುಕ್ಕೇರಿ (ಜನನ ಮರಣ ನೊಂದಣಿ ವಿಭಾಗ) ಮತ್ತು ಇನ್ನೊಬ್ಬರು	[462, 1082, 647, 1091]
headline-line1: ಒಳಮೀಸಲಾತಿಗಾಗಿ ಮಾದಿಗ	[62, 68, 206, 86]
farmers-body	[250, 672, 702, 838]
place: ಸ್ಥಳ: ಹುಕ್ಕೇರಿ	[462, 1348, 491, 1357]
paragraph: ಮುಧೋಳ.ಡಿ.12 : ತಾಲೂಕಿನ ಕನ್ನಡ ಸಾಹಿತ್ಯ ಪರಿಷತ್ ಭವನದಲ್ಲಿ ಬುಧವಾರ ದಂದು ಸರ್ಕಾರಿ ಪ್ರಾಥಮಿಕ ಮತ್ತು ಪ್ರೌಢ ಶಾಲಾ ಅತಿಥಿ ಶಿಕ್ಷಕರ ಹಾಗೂ ಉಪನ್ಯಾಸಕರ ಸಂಘದ ವತಿಯಿಂದ ಸಭೆ ನಡೆಯಿತು.	[250, 1194, 448, 1227]
farmers-body-right	[548, 518, 702, 668]
paragraph: ಪಂಚಮಸಾಲಿ ಸಮಾಜದ ಅಧ್ಯಕ್ಷರು, ಮುಖಂಡರು ಹಾಗೂ ಯುವಕರು ಟೈರ್‌ಗೆ ಬೆಂಕಿ ಹಚ್ಚಿ ಸರ್ಕಾರದ ವಿರುದ್ಧ ಘೋಷಣೆ ಕೂಗಿದರು. ನಂತರ ಉಪತಹಶೀಲ್ದಾರ ಮೂಲಕ ಮುಖ್ಯಮಂತ್ರಿಗಳಿಗೆ ಮನವಿ ಸಲ್ಲಿಸಲಾಯಿತು.	[384, 120, 512, 177]
byline: (ಹಸಿರುಕ್ರಾಂತಿ ವರದಿ)	[785, 466, 839, 475]
byline: (ಹಸಿರುಕ್ರಾಂತಿ ವರದಿ)	[287, 97, 340, 106]
missing-body-2	[713, 591, 911, 683]
paper-name: ಹಸಿರು ಕ್ರಾಂತಿ	[45, 34, 109, 52]
registration-marks-right	[770, 1441, 814, 1460]
paragraph: ಈ ಸಂದರ್ಭದಲ್ಲಿ ಪೊಲೀಸರು ಸೂಕ್ತ ಬಂದೋಬಸ್ತ್ ಕೈಗೊಂಡಿದ್ದರು. ನೂರಾರು ಸಂಖ್ಯೆಯಲ್ಲಿ ಸಮಾಜ ಬಾಂಧವರು ಪ್ರತಿಭಟನೆಯಲ್ಲಿ ಭಾಗವಹಿಸಿದ್ದರು.	[652, 301, 916, 383]
date-kn: ಶುಕ್ರವಾರ ೧೩-೧೨-೨೦೨೪	[816, 35, 881, 44]
